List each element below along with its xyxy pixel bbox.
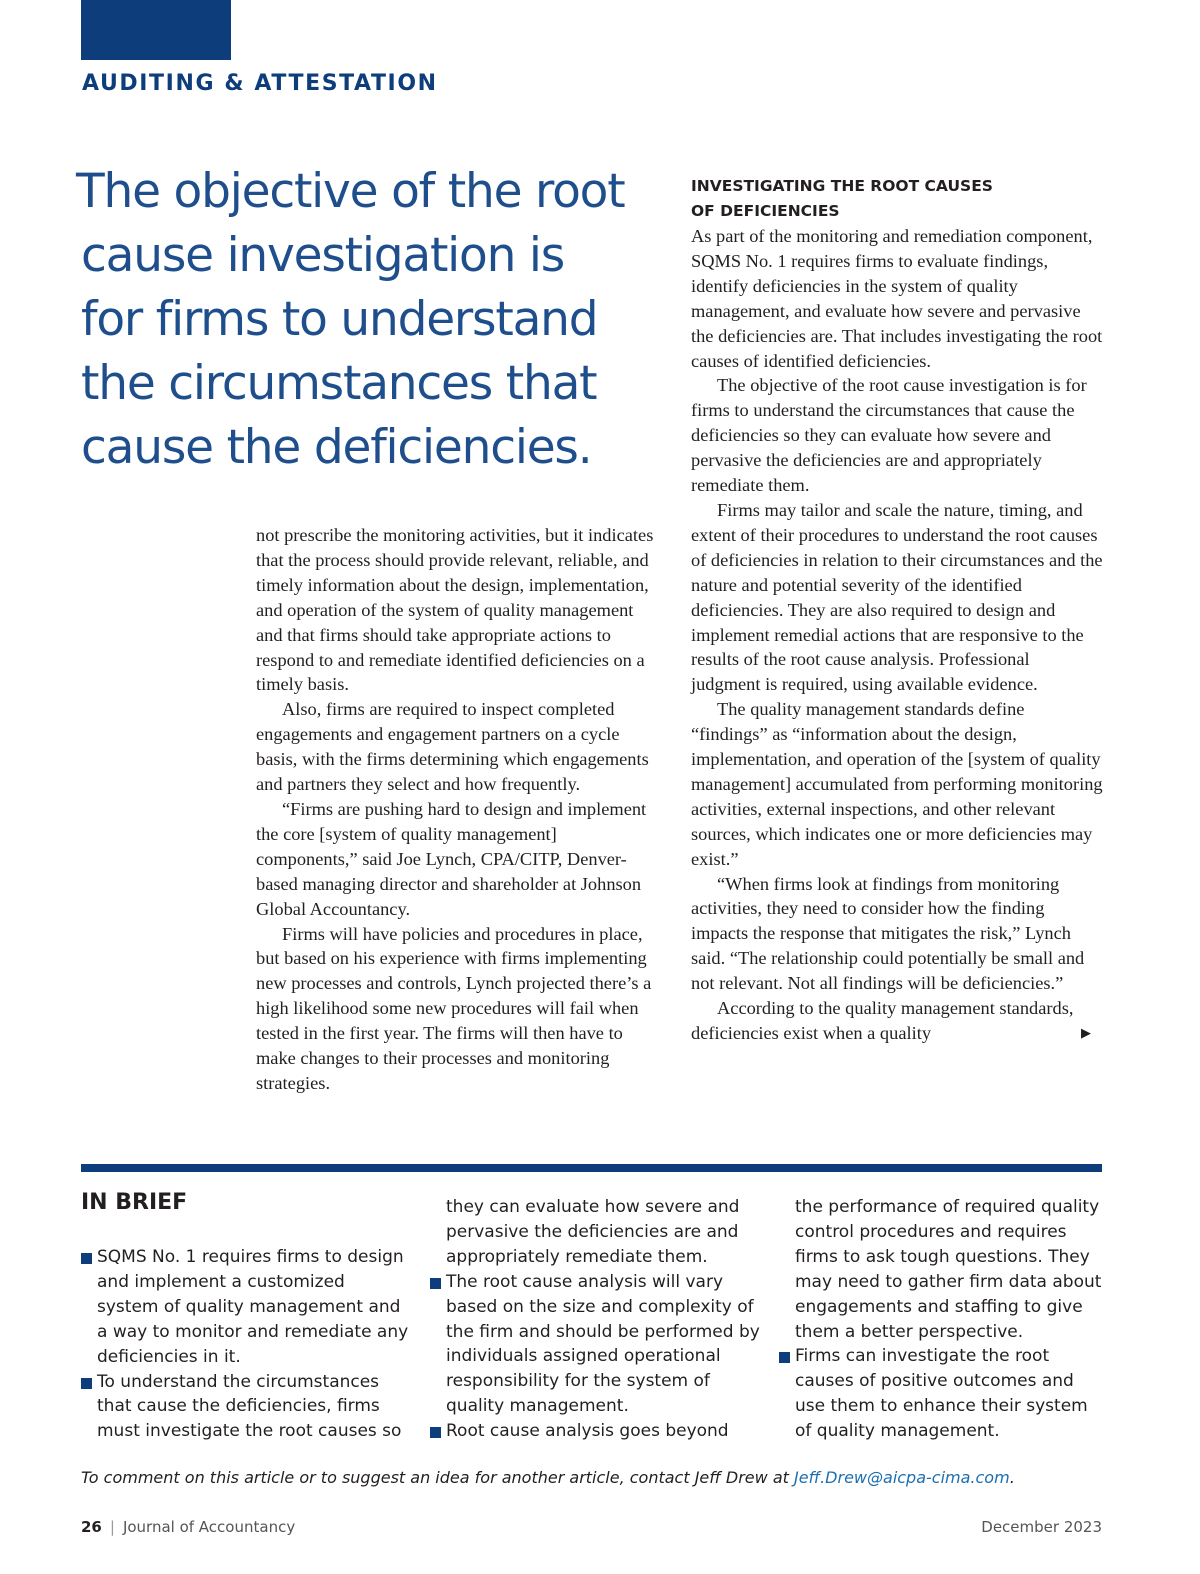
square-bullet-icon: [81, 1253, 92, 1264]
pull-quote-line: cause the deficiencies.: [81, 420, 592, 475]
page-number: 26: [81, 1518, 102, 1536]
email-link[interactable]: Jeff.Drew@aicpa-cima.com: [793, 1468, 1010, 1487]
pull-quote-line: The objective of the root: [76, 164, 625, 219]
list-item: [430, 1270, 760, 1419]
square-bullet-icon: [430, 1278, 441, 1289]
in-brief-title: IN BRIEF: [81, 1190, 188, 1215]
pull-quote: [76, 160, 636, 480]
square-bullet-icon: [779, 1352, 790, 1363]
body-paragraph: The objective of the root cause investigation is for firms to understand the circumstances that cause the deficiencies so they can evaluate how severe and pervasive the deficiencies are and appropriately remediate them.: [691, 375, 1087, 496]
list-item-text: Root cause analysis goes beyond: [446, 1421, 729, 1442]
body-paragraph: Also, firms are required to inspect completed engagements and engagement partners on a cycle basis, with the firms determining which engagements and partners they select and how frequently.: [256, 699, 649, 795]
list-item: [430, 1195, 760, 1270]
issue-date: December 2023: [981, 1518, 1102, 1536]
pull-quote-line: the circumstances that: [81, 356, 597, 411]
section-label: AUDITING & ATTESTATION: [82, 71, 438, 96]
list-item-text: they can evaluate how severe and pervasive the deficiencies are and appropriately remediate them.: [446, 1197, 740, 1267]
publication-name: Journal of Accountancy: [122, 1518, 296, 1536]
pull-quote-line: for firms to understand: [81, 292, 598, 347]
in-brief-rule: [81, 1164, 1102, 1172]
in-brief-column-1: [81, 1245, 411, 1444]
body-paragraph: The quality management standards define “findings” as “information about the design, implementation, and operation of the [system of quality management] accumulated from performing monitoring activities, external inspections, and other relevant sources, which indicates one or more deficiencies may exist.”: [691, 699, 1103, 869]
pull-quote-line: cause investigation is: [81, 228, 565, 283]
subhead-line: INVESTIGATING THE ROOT CAUSES: [691, 177, 993, 195]
square-bullet-icon: [430, 1427, 441, 1438]
list-item: [779, 1344, 1109, 1444]
body-paragraph: “Firms are pushing hard to design and implement the core [system of quality management] components,” said Joe Lynch, CPA/CITP, Denver-based managing director and shareholder at Johnson Global Accountancy.: [256, 798, 647, 919]
list-item: [81, 1370, 411, 1445]
page-footer: [81, 1518, 295, 1536]
comment-note: [81, 1468, 1015, 1487]
article-column-right: [691, 174, 1103, 1046]
triangle-right-icon: ▶: [1081, 1025, 1091, 1040]
comment-text: To comment on this article or to suggest an idea for another article, contact Jeff Drew at: [81, 1468, 794, 1487]
list-item-text: The root cause analysis will vary based on the size and complexity of the firm and should be performed by individuals assigned operational responsibility for the system of quality management.: [446, 1271, 760, 1417]
body-paragraph: Firms may tailor and scale the nature, timing, and extent of their procedures to understand the root causes of deficiencies in relation to their circumstances and the nature and potential severity of the identified deficiencies. They are also required to design and implement remedial actions that are responsive to the results of the root cause analysis. Professional judgment is required, using available evidence.: [691, 499, 1103, 695]
body-paragraph-last: [691, 996, 1103, 1046]
footer-separator: |: [109, 1518, 115, 1536]
list-item-text: Firms can investigate the root causes of positive outcomes and use them to enhance their system of quality management.: [795, 1346, 1088, 1442]
list-item-text: the performance of required quality control procedures and requires firms to ask tough questions. They may need to gather firm data about engagements and staffing to give them a better perspective.: [795, 1197, 1102, 1342]
body-paragraph: “When firms look at findings from monitoring activities, they need to consider how the finding impacts the response that mitigates the risk,” Lynch said. “The relationship could potentially be small and not relevant. Not all findings will be deficiencies.”: [691, 873, 1085, 994]
in-brief-column-2: [430, 1195, 760, 1444]
list-item-text: To understand the circumstances that cause the deficiencies, firms must investigate the root causes so: [97, 1371, 402, 1442]
subhead-line: OF DEFICIENCIES: [691, 202, 840, 220]
square-bullet-icon: [81, 1378, 92, 1389]
list-item-text: SQMS No. 1 requires firms to design and implement a customized system of quality management and a way to monitor and remediate any deficiencies in it.: [97, 1247, 409, 1367]
comment-end: .: [1009, 1468, 1015, 1487]
body-paragraph-text: According to the quality management standards, deficiencies exist when a quality: [691, 998, 1074, 1043]
list-item: [430, 1419, 760, 1444]
body-paragraph: As part of the monitoring and remediation component, SQMS No. 1 requires firms to evaluate findings, identify deficiencies in the system of quality management, and evaluate how severe and pervasive the deficiencies are. That includes investigating the root causes of identified deficiencies.: [691, 226, 1103, 371]
header-color-bar: [81, 0, 231, 60]
body-paragraph: Firms will have policies and procedures in place, but based on his experience with firms implementing new processes and controls, Lynch projected there’s a high likelihood some new procedures will fail when tested in the first year. The firms will then have to make changes to their processes and monitoring strategies.: [256, 923, 652, 1093]
body-paragraph: not prescribe the monitoring activities, but it indicates that the process should provide relevant, reliable, and timely information about the design, implementation, and operation of the system of quality management and that firms should take appropriate actions to respond to and remediate identified deficiencies on a timely basis.: [256, 525, 654, 695]
list-item: [779, 1195, 1109, 1344]
article-column-left: [256, 523, 656, 1096]
in-brief-column-3: [779, 1195, 1109, 1444]
subhead: [691, 174, 1103, 224]
list-item: [81, 1245, 411, 1370]
